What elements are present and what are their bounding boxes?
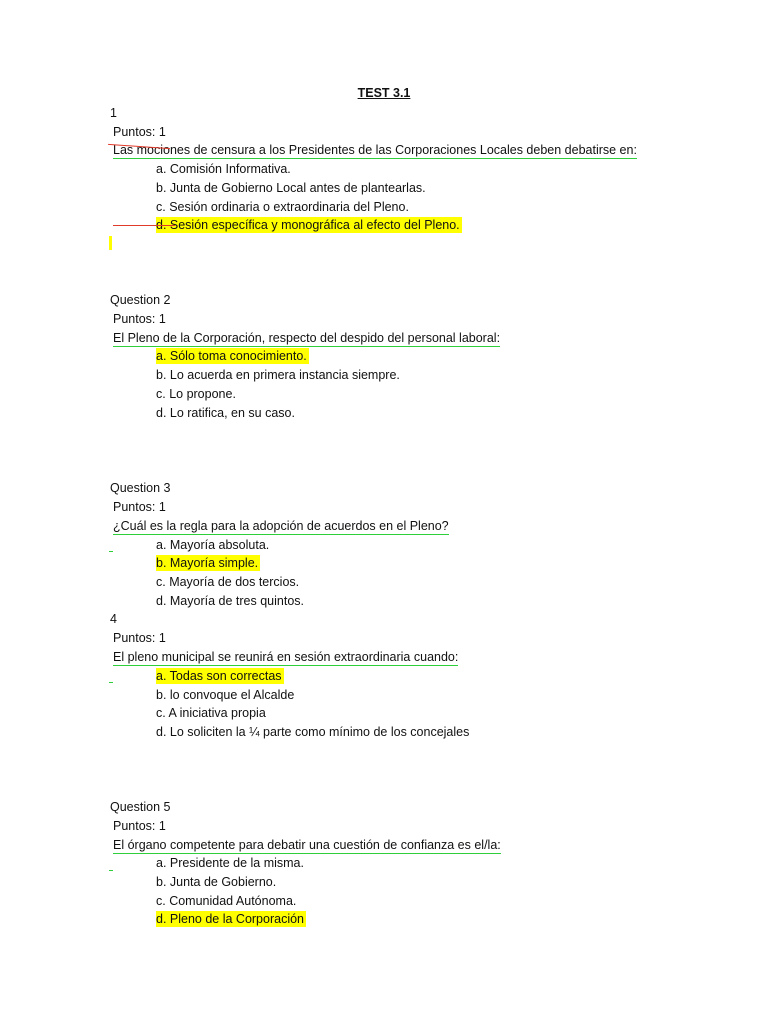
highlight-mark bbox=[109, 236, 112, 250]
question-points: Puntos: 1 bbox=[113, 312, 166, 326]
option-d: d. Mayoría de tres quintos. bbox=[156, 594, 304, 608]
option-c: c. Comunidad Autónoma. bbox=[156, 894, 297, 908]
option-d: d. Lo ratifica, en su caso. bbox=[156, 406, 295, 420]
option-b: b. lo convoque el Alcalde bbox=[156, 688, 295, 702]
highlighted-answer: d. Sesión específica y monográfica al efecto del Pleno. bbox=[156, 218, 460, 232]
question-text-content: El Pleno de la Corporación, respecto del despido del personal laboral: bbox=[113, 331, 501, 345]
question-text bbox=[113, 649, 458, 665]
option-d: d. Lo soliciten la ¼ parte como mínimo de los concejales bbox=[156, 725, 470, 739]
question-text-content: El pleno municipal se reunirá en sesión extraordinaria cuando: bbox=[113, 650, 459, 664]
question-header: 4 bbox=[110, 612, 117, 626]
page-title: TEST 3.1 bbox=[357, 86, 411, 100]
green-tick-mark bbox=[109, 682, 113, 683]
highlighted-answer: d. Pleno de la Corporación bbox=[156, 912, 305, 926]
option-b bbox=[156, 555, 260, 571]
question-header: Question 3 bbox=[110, 481, 171, 495]
question-text bbox=[113, 837, 501, 853]
question-header: 1 bbox=[110, 106, 117, 120]
highlighted-answer: a. Sólo toma conocimiento. bbox=[156, 349, 307, 363]
option-b: b. Lo acuerda en primera instancia siempre. bbox=[156, 368, 400, 382]
highlighted-answer: a. Todas son correctas bbox=[156, 669, 282, 683]
question-points: Puntos: 1 bbox=[113, 125, 166, 139]
option-a: a. Presidente de la misma. bbox=[156, 856, 304, 870]
option-a bbox=[156, 348, 309, 364]
question-text bbox=[113, 518, 449, 534]
question-text bbox=[113, 142, 637, 158]
question-text-content: ¿Cuál es la regla para la adopción de acuerdos en el Pleno? bbox=[113, 519, 449, 533]
highlighted-answer: b. Mayoría simple. bbox=[156, 556, 259, 570]
option-b: b. Junta de Gobierno Local antes de plantearlas. bbox=[156, 181, 426, 195]
option-c: c. A iniciativa propia bbox=[156, 706, 266, 720]
option-a bbox=[156, 668, 284, 684]
option-a: a. Mayoría absoluta. bbox=[156, 538, 270, 552]
question-text-content: El órgano competente para debatir una cuestión de confianza es el/la: bbox=[113, 838, 501, 852]
option-b: b. Junta de Gobierno. bbox=[156, 875, 277, 889]
option-d bbox=[156, 911, 306, 927]
question-points: Puntos: 1 bbox=[113, 631, 166, 645]
red-strike-mark bbox=[113, 225, 175, 226]
question-text bbox=[113, 330, 500, 346]
option-d bbox=[156, 217, 462, 233]
option-c: c. Sesión ordinaria o extraordinaria del Pleno. bbox=[156, 200, 409, 214]
question-text-content: Las mociones de censura a los Presidentes de las Corporaciones Locales deben debatirse en: bbox=[113, 143, 637, 157]
option-a: a. Comisión Informativa. bbox=[156, 162, 291, 176]
option-c: c. Mayoría de dos tercios. bbox=[156, 575, 300, 589]
question-points: Puntos: 1 bbox=[113, 819, 166, 833]
option-c: c. Lo propone. bbox=[156, 387, 236, 401]
question-header: Question 5 bbox=[110, 800, 171, 814]
green-tick-mark bbox=[109, 870, 113, 871]
green-tick-mark bbox=[109, 551, 113, 552]
question-points: Puntos: 1 bbox=[113, 500, 166, 514]
question-header: Question 2 bbox=[110, 293, 171, 307]
